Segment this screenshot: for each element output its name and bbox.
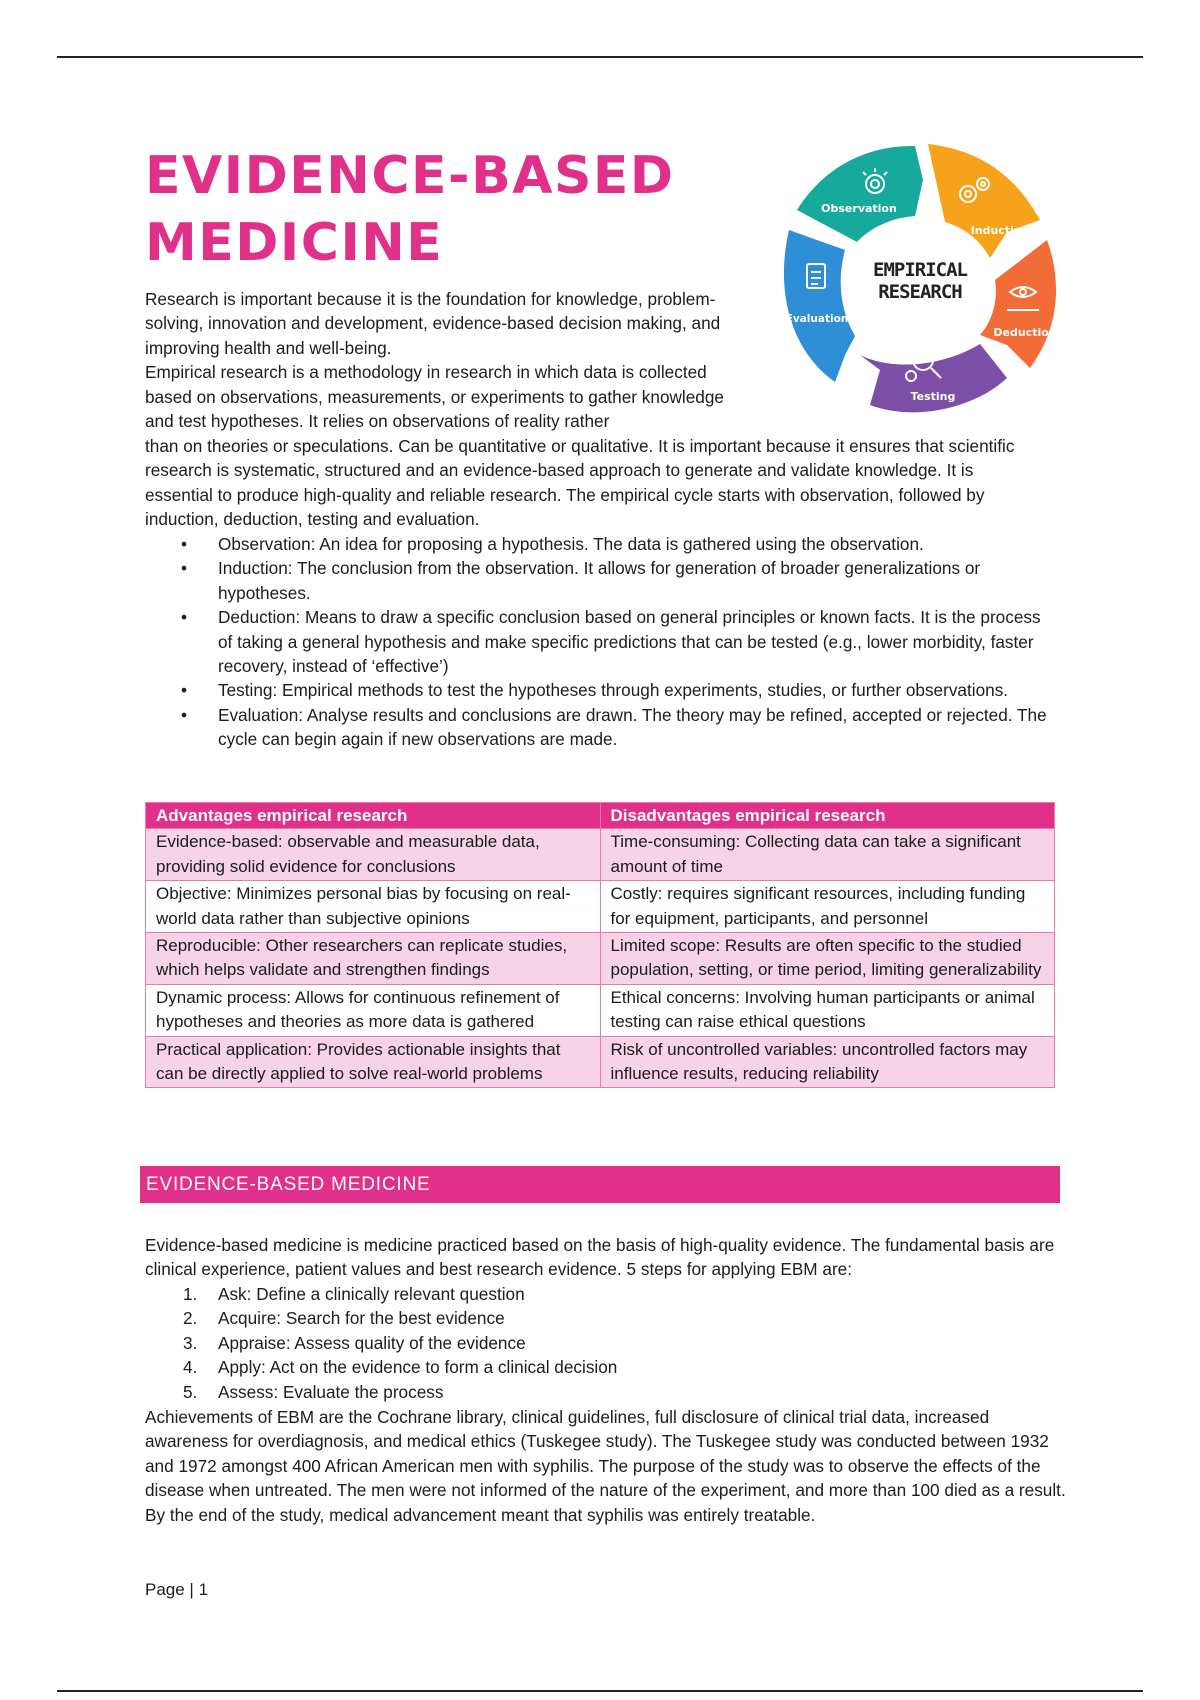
bullet-marker: • [181,607,188,628]
list-item-text: Testing: Empirical methods to test the hypotheses through experiments, studies, or further observations. [218,680,1009,701]
induction-label: Induction [970,224,1030,237]
table-row [146,984,1055,1036]
achievements-paragraph: Achievements of EBM are the Cochrane library, clinical guidelines, full disclosure of clinical trial data, increased awareness for overdiagnosis, and medical ethics (Tuskegee study). The Tuskegee study was conducted between 1932 and 1972 amongst 400 African American men with syphilis. The purpose of the study was to observe the effects of the disease when untreated. The men were not informed of the nature of the experiment, and more than 100 died as a result. By the end of the study, medical advancement meant that syphilis was entirely treatable. [145,1407,1066,1525]
table-cell: Limited scope: Results are often specific to the studied population, setting, or time period, limiting generalizability [600,933,1055,985]
table-cell: Objective: Minimizes personal bias by focusing on real-world data rather than subjective opinions [146,881,601,933]
table-row [146,933,1055,985]
step-text: Acquire: Search for the best evidence [218,1308,505,1329]
empirical-cycle-list [145,532,1055,752]
list-item [145,1282,617,1306]
list-item-text: Evaluation: Analyse results and conclusions are drawn. The theory may be refined, accepted or rejected. The cycle can begin again if new observations are made. [218,704,1047,750]
table-row [146,1036,1055,1088]
bullet-marker: • [181,704,188,725]
step-number: 3. [183,1332,198,1353]
step-number: 1. [183,1284,198,1304]
table-cell: Practical application: Provides actionable insights that can be directly applied to solve real-world problems [146,1036,601,1088]
advantages-disadvantages-table [145,802,1055,1088]
list-item [145,532,1055,556]
step-text: Ask: Define a clinically relevant question [218,1284,525,1304]
table-cell: Evidence-based: observable and measurable data, providing solid evidence for conclusions [146,829,601,881]
table-cell: Ethical concerns: Involving human participants or animal testing can raise ethical questions [600,984,1055,1036]
list-item [145,605,1055,678]
observation-segment [797,146,923,242]
evaluation-label: Evaluation [785,313,849,325]
bullet-marker: • [181,680,188,701]
page-number-footer: Page | 1 [145,1580,209,1599]
top-rule [57,56,1143,58]
table-cell: Dynamic process: Allows for continuous refinement of hypotheses and theories as more data is gathered [146,984,601,1036]
diagram-center-line-2: RESEARCH [878,281,962,303]
intro-paragraph-1: Research is important because it is the foundation for knowledge, problem-solving, innovation and development, evidence-based decision making, and improving health and well-being. [145,289,721,358]
page-title [145,143,675,277]
bottom-rule [57,1690,1143,1692]
table-header-row [146,803,1055,829]
list-item [145,703,1055,752]
table-cell: Costly: requires significant resources, including funding for equipment, participants, and personnel [600,881,1055,933]
list-item [145,1380,617,1404]
ebm-intro-paragraph: Evidence-based medicine is medicine practiced based on the basis of high-quality evidence. The fundamental basis are clinical experience, patient values and best research evidence. 5 steps for applying EBM are: [145,1235,1055,1280]
list-item [145,1355,617,1379]
step-text: Appraise: Assess quality of the evidence [218,1332,526,1353]
step-number: 5. [183,1381,198,1402]
empirical-cycle-diagram [775,140,1065,425]
title-line-1: EVIDENCE-BASED [145,146,675,206]
intro-paragraph-2-continued: than on theories or speculations. Can be quantitative or qualitative. It is important because it ensures that scientific research is systematic, structured and an evidence-based approach to generate and validate knowledge. It is essential to produce high-quality and reliable research. The empirical cycle starts with observation, followed by induction, deduction, testing and evaluation. [145,436,1015,530]
deduction-segment [980,240,1056,368]
disadvantages-header: Disadvantages empirical research [600,803,1055,829]
table-cell: Risk of uncontrolled variables: uncontrolled factors may influence results, reducing reliability [600,1036,1055,1088]
title-line-2: MEDICINE [145,213,444,273]
intro-paragraph-2: Empirical research is a methodology in research in which data is collected based on observations, measurements, or experiments to gather knowledge and test hypotheses. It relies on observations of reality rather [145,362,724,432]
list-item [145,1331,617,1355]
step-number: 4. [183,1357,198,1378]
step-text: Assess: Evaluate the process [218,1381,444,1402]
list-item-text: Observation: An idea for proposing a hypothesis. The data is gathered using the observation. [218,534,924,554]
list-item [145,678,1055,702]
ebm-steps-list [145,1282,617,1404]
deduction-label: Deduction [993,326,1057,339]
step-number: 2. [183,1308,198,1329]
diagram-center-line-1: EMPIRICAL [873,259,967,281]
table-row [146,829,1055,881]
list-item [145,1306,617,1330]
list-item [145,556,1055,605]
table-cell: Time-consuming: Collecting data can take a significant amount of time [600,829,1055,881]
intro-text [145,287,743,433]
table-cell: Reproducible: Other researchers can replicate studies, which helps validate and strengthen findings [146,933,601,985]
testing-label: Testing [910,390,956,403]
list-item-text: Deduction: Means to draw a specific conclusion based on general principles or known facts. It is the process of taking a general hypothesis and make specific predictions that can be tested (e.g., lower morbidity, faster recovery, instead of ‘effective’) [218,607,1041,677]
advantages-header: Advantages empirical research [146,803,601,829]
observation-label: Observation [821,202,897,215]
bullet-marker: • [181,558,188,579]
table-row [146,881,1055,933]
step-text: Apply: Act on the evidence to form a clinical decision [218,1357,618,1378]
induction-segment [928,144,1040,258]
list-item-text: Induction: The conclusion from the observation. It allows for generation of broader generalizations or hypotheses. [218,558,981,603]
bullet-marker: • [181,534,188,554]
evaluation-segment [784,230,855,382]
section-heading: EVIDENCE-BASED MEDICINE [140,1166,1060,1203]
